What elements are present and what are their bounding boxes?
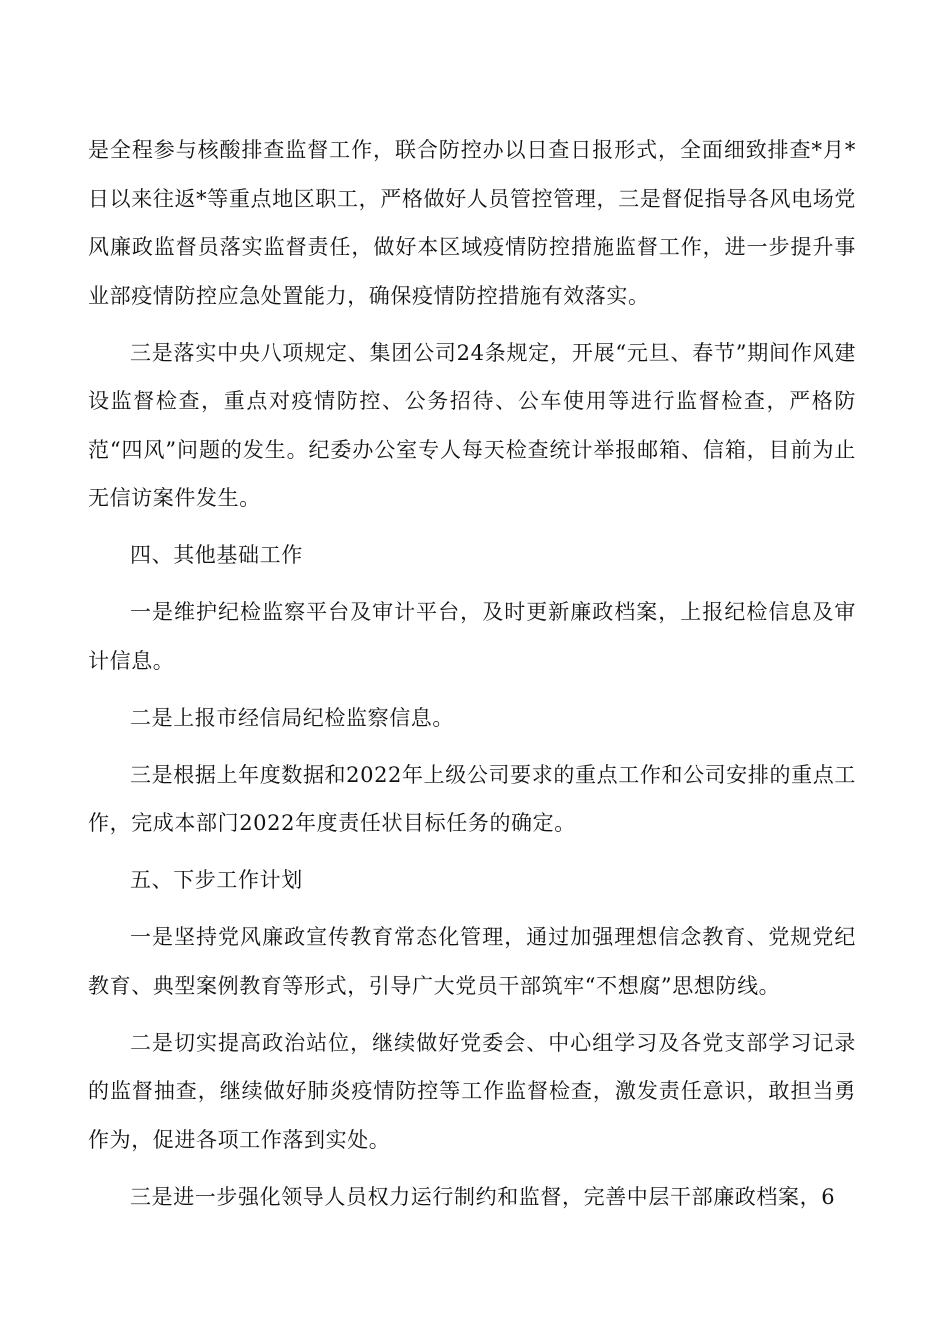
section-heading-5: 五、下步工作计划 (130, 868, 303, 892)
paragraph-4: 二是上报市经信局纪检监察信息。 (130, 705, 454, 730)
section-heading-4: 四、其他基础工作 (130, 543, 303, 567)
paragraph-1: 是全程参与核酸排查监督工作，联合防控办以日查日报形式，全面细致排查*月*日以来往返*等重点地区职工，严格做好人员管控管理，三是督促指导各风电场党风廉政监督员落实监督责任，做好本区域疫情防控措施监督工作，进一步提升事业部疫情防控应急处置能力，确保疫情防控措施有效落实。 (88, 138, 856, 308)
paragraph-2: 三是落实中央八项规定、集团公司24条规定，开展“元旦、春节”期间作风建设监督检查，重点对疫情防控、公务招待、公车使用等进行监督检查，严格防范“四风”问题的发生。纪委办公室专人每天检查统计举报邮箱、信箱，目前为止无信访案件发生。 (88, 340, 856, 510)
paragraph-6: 一是坚持党风廉政宣传教育常态化管理，通过加强理想信念教育、党规党纪教育、典型案例教育等形式，引导广大党员干部筑牢“不想腐”思想防线。 (88, 925, 856, 998)
paragraph-5: 三是根据上年度数据和2022年上级公司要求的重点工作和公司安排的重点工作，完成本部门2022年度责任状目标任务的确定。 (88, 762, 856, 835)
paragraph-8: 三是进一步强化领导人员权力运行制约和监督，完善中层干部廉政档案，6 (130, 1184, 836, 1209)
document-page (88, 126, 856, 1230)
paragraph-7: 二是切实提高政治站位，继续做好党委会、中心组学习及各党支部学习记录的监督抽查，继续做好肺炎疫情防控等工作监督检查，激发责任意识，敢担当勇作为，促进各项工作落到实处。 (88, 1030, 856, 1152)
paragraph-3: 一是维护纪检监察平台及审计平台，及时更新廉政档案，上报纪检信息及审计信息。 (88, 600, 856, 673)
